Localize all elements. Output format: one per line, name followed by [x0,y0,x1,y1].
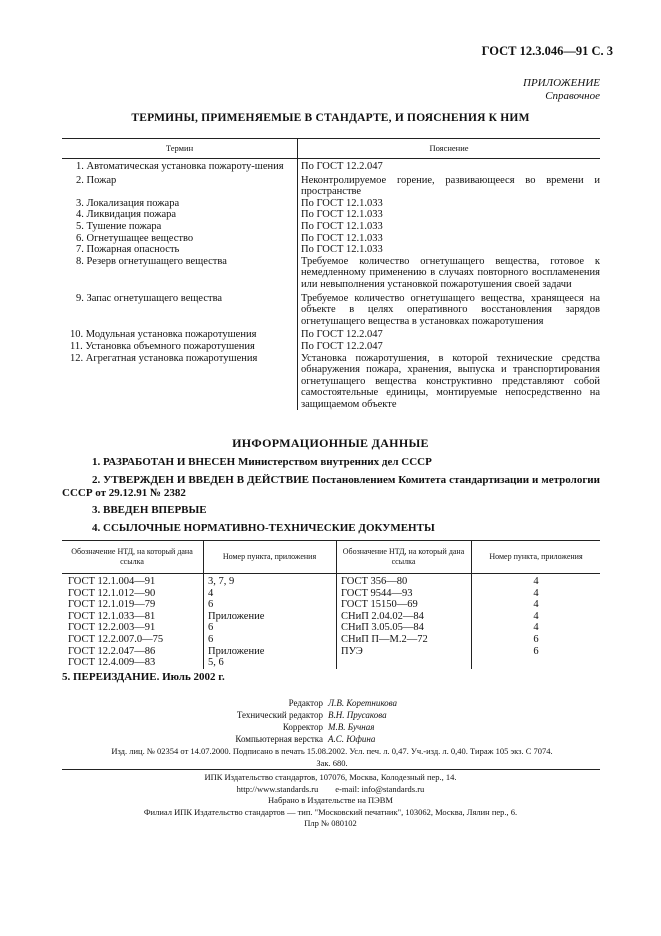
table-row [62,233,600,245]
ref-doc: ПУЭ [337,646,472,658]
info-item-3: 3. ВВЕДЕН ВПЕРВЫЕ [92,504,207,516]
ref-doc: ГОСТ 12.1.004—91 [62,576,204,588]
appendix-subtitle: Справочное [545,90,600,102]
staff-role: Редактор [288,698,323,708]
ref-doc: ГОСТ 12.2.047—86 [62,646,204,658]
staff-name: А.С. Юфина [328,734,376,744]
publication-line-2: Зак. 680. [316,758,348,768]
staff-role: Компьютерная верстка [235,734,323,744]
footer-line-3: Набрано в Издательстве на ПЭВМ [268,795,393,805]
ref-item: 4 [533,576,539,587]
table-row [62,341,600,353]
ref-doc: ГОСТ 12.2.007.0—75 [62,634,204,646]
ref-item: 4 [533,587,539,599]
ref-item: 6 [533,633,539,645]
ref-item: 4 [533,599,539,611]
ref-item: Приложение [204,611,337,623]
ref-doc: ГОСТ 12.1.012—90 [62,588,204,600]
explanation-cell: По ГОСТ 12.1.033 [301,244,383,256]
explanation-cell: По ГОСТ 12.1.033 [301,232,383,244]
ref-doc: ГОСТ 9544—93 [337,588,472,600]
term-cell: 1. Автоматическая установка пожароту-шения [62,161,298,173]
table-row [62,634,600,646]
table-row [62,293,600,328]
table-row [62,657,600,669]
terms-col-term: Термин [62,139,298,159]
info-item-5: 5. ПЕРЕИЗДАНИЕ. Июль 2002 г. [62,671,225,683]
explanation-cell: По ГОСТ 12.2.047 [301,161,383,172]
ref-doc: СНиП П—М.2—72 [337,634,472,646]
table-row [62,622,600,634]
publisher-footer [0,772,661,830]
footer-line-1: ИПК Издательство стандартов, 107076, Москва, Колодезный пер., 14. [204,772,457,782]
refs-col-doc-right: Обозначение НТД, на который дана ссылка [337,541,472,574]
terms-col-explanation: Пояснение [298,139,601,159]
info-item-4: 4. ССЫЛОЧНЫЕ НОРМАТИВНО-ТЕХНИЧЕСКИЕ ДОКУМЕНТЫ [92,522,435,534]
staff-line [0,733,661,745]
staff-name: Л.В. Коретникова [328,698,398,708]
ref-doc: ГОСТ 12.4.009—83 [62,657,204,669]
ref-item: 6 [204,622,337,634]
info-item-1: 1. РАЗРАБОТАН И ВНЕСЕН Министерством внутренних дел СССР [92,456,432,468]
table-row [62,353,600,411]
explanation-cell: По ГОСТ 12.2.047 [301,340,383,352]
info-title: ИНФОРМАЦИОННЫЕ ДАННЫЕ [232,436,429,450]
explanation-cell: Требуемое количество огнетушащего вещества, хранящееся на объекте в целях оперативного восстановления зарядов огнетушащего вещества в установках пожаротушения [301,292,600,327]
term-cell: 10. Модульная установка пожаротушения [62,329,298,341]
imprint-staff [0,697,661,745]
ref-item: 6 [533,645,539,657]
ref-item: 5, 6 [204,657,337,669]
explanation-cell: Требуемое количество огнетушащего вещества, готовое к немедленному применению в случаях повторного воспламенения или невыполнения установкой пожаротушения своей задачи [301,255,600,290]
table-row [62,256,600,291]
divider [62,769,600,770]
ref-item [472,657,601,669]
ref-item: 4 [533,610,539,622]
info-item-2: 2. УТВЕРЖДЕН И ВВЕДЕН В ДЕЙСТВИЕ Постановлением Комитета стандартизации и метрологии СССР от 29.12.91 № 2382 [62,474,600,499]
refs-col-item-right: Номер пункта, приложения [472,541,601,574]
explanation-cell: Неконтролируемое горение, развивающееся во времени и пространстве [301,174,600,198]
table-row [62,599,600,611]
ref-doc: СНиП 3.05.05—84 [337,622,472,634]
term-cell: 6. Огнетушащее вещество [62,233,298,245]
page-header: ГОСТ 12.3.046—91 С. 3 [481,44,613,58]
footer-line-2: http://www.standards.ru e-mail: info@standards.ru [236,783,425,794]
refs-col-item-left: Номер пункта, приложения [204,541,337,574]
ref-doc: ГОСТ 12.1.019—79 [62,599,204,611]
ref-doc: СНиП 2.04.02—84 [337,611,472,623]
ref-item: 4 [533,622,539,634]
refs-col-doc-left: Обозначение НТД, на который дана ссылка [62,541,204,574]
ref-doc: ГОСТ 15150—69 [337,599,472,611]
term-cell: 4. Ликвидация пожара [62,209,298,221]
table-row [62,175,600,198]
table-row [62,198,600,210]
explanation-cell: Установка пожаротушения, в которой технические средства обнаружения пожара, хранения, выпуска и транспортирования огнетушащего вещества конструктивно представляют собой самостоятельные единицы, монтируемые непосредственно на защищаемом объекте [301,352,600,410]
ref-item: 6 [204,599,337,611]
term-cell: 7. Пожарная опасность [62,244,298,256]
explanation-cell: По ГОСТ 12.1.033 [301,209,383,221]
staff-role: Корректор [282,722,323,732]
ref-item: 4 [204,588,337,600]
table-row [62,588,600,600]
explanation-cell: По ГОСТ 12.2.047 [301,329,383,341]
publication-details [62,745,602,769]
term-cell: 8. Резерв огнетушащего вещества [62,256,298,291]
table-row [62,209,600,221]
term-cell: 2. Пожар [62,175,298,198]
table-row [62,329,600,341]
table-row [62,244,600,256]
footer-line-5: Плр № 080102 [304,818,357,828]
footer-line-4: Филиал ИПК Издательство стандартов — тип. "Московский печатник", 103062, Москва, Лялин пер., 6. [143,806,518,817]
ref-doc: ГОСТ 12.1.033—81 [62,611,204,623]
table-row [62,611,600,623]
ref-item: 3, 7, 9 [204,576,337,588]
ref-doc [337,657,472,669]
term-cell: 5. Тушение пожара [62,221,298,233]
staff-role: Технический редактор [236,710,323,720]
table-row [62,161,600,173]
term-cell: 12. Агрегатная установка пожаротушения [62,353,298,411]
term-cell: 9. Запас огнетушащего вещества [62,293,298,328]
staff-name: М.В. Бучная [328,722,375,732]
appendix-title: ПРИЛОЖЕНИЕ [523,77,600,89]
references-table [62,540,600,669]
table-row [62,646,600,658]
staff-line [0,697,661,709]
explanation-cell: По ГОСТ 12.1.033 [301,197,383,209]
staff-name: В.Н. Прусакова [328,710,387,720]
term-cell: 3. Локализация пожара [62,198,298,210]
publication-line-1: Изд. лиц. № 02354 от 14.07.2000. Подписано в печать 15.08.2002. Усл. печ. л. 0,47. Уч.-изд. л. 0,40. Тираж 105 экз. С 7074. [111,746,553,756]
staff-line [0,721,661,733]
staff-line [0,709,661,721]
appendix-label [523,77,600,103]
ref-doc: ГОСТ 356—80 [337,576,472,588]
table-row [62,576,600,588]
terms-table [62,138,600,410]
table-row [62,221,600,233]
ref-item: Приложение [204,646,337,658]
terms-title: ТЕРМИНЫ, ПРИМЕНЯЕМЫЕ В СТАНДАРТЕ, И ПОЯСНЕНИЯ К НИМ [131,112,530,124]
ref-doc: ГОСТ 12.2.003—91 [62,622,204,634]
term-cell: 11. Установка объемного пожаротушения [62,341,298,353]
ref-item: 6 [204,634,337,646]
explanation-cell: По ГОСТ 12.1.033 [301,220,383,232]
